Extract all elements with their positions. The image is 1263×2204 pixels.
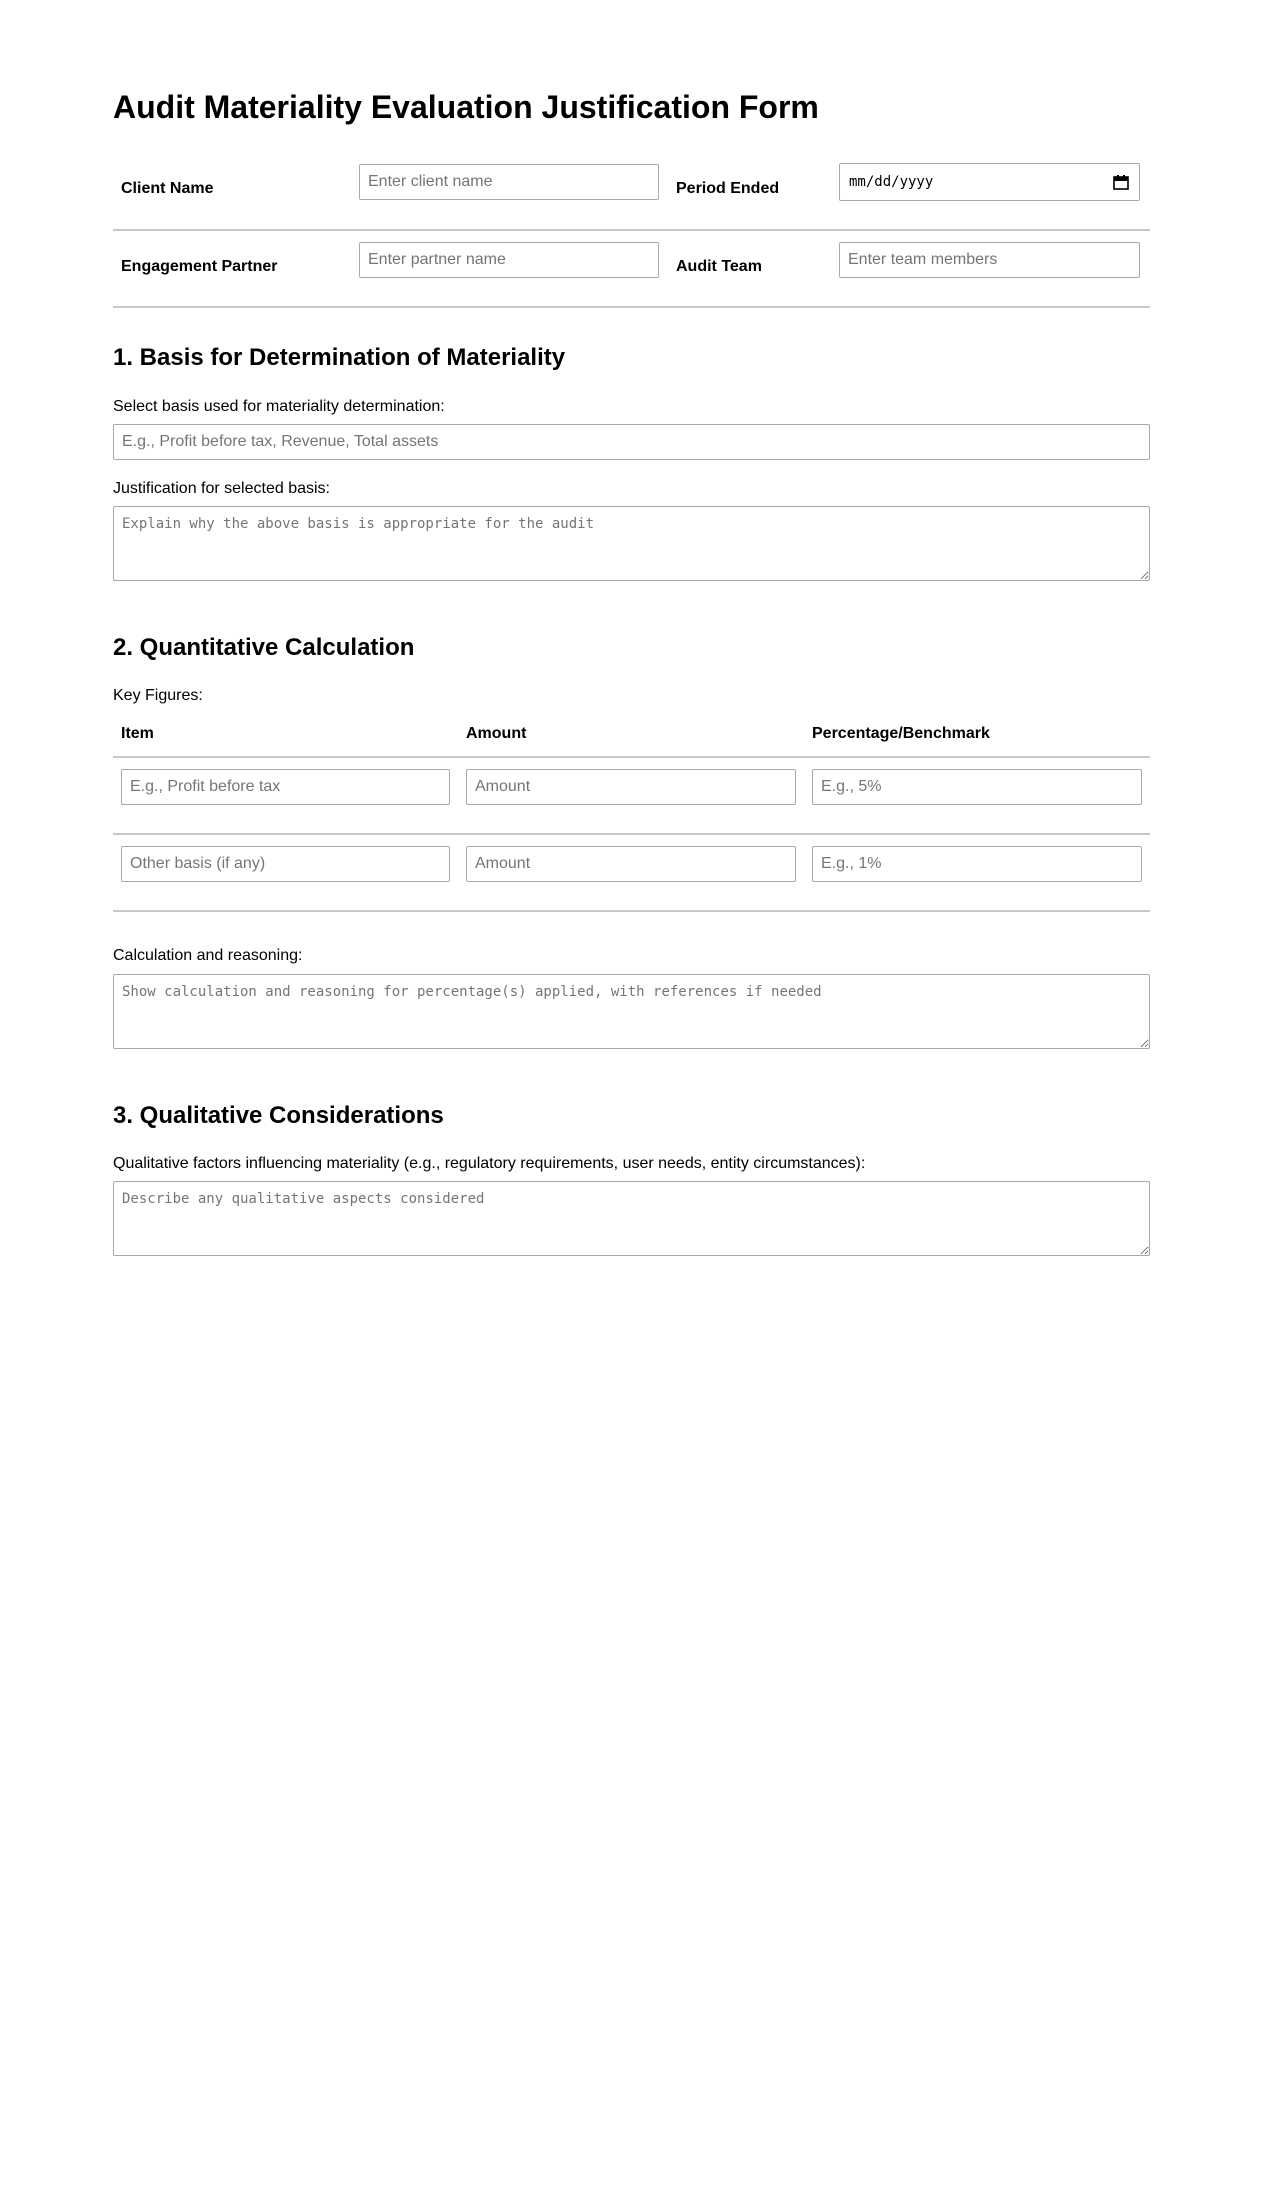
period-ended-label: Period Ended	[676, 180, 780, 197]
column-header-percentage: Percentage/Benchmark	[812, 725, 990, 742]
calendar-icon[interactable]	[1113, 175, 1129, 190]
audit-team-input[interactable]	[839, 242, 1140, 278]
period-ended-date-input[interactable]	[839, 163, 1140, 201]
section-1-heading: 1. Basis for Determination of Materiality	[113, 344, 566, 371]
qualitative-factors-label: Qualitative factors influencing materiality (e.g., regulatory requirements, user needs, entity circumstances):	[113, 1155, 866, 1172]
calculation-textarea[interactable]	[113, 974, 1150, 1049]
header-row-divider	[113, 229, 1150, 231]
basis-label: Select basis used for materiality determination:	[113, 398, 445, 415]
engagement-partner-input[interactable]	[359, 242, 659, 278]
row-2-percentage-input[interactable]	[812, 846, 1142, 882]
calculation-label: Calculation and reasoning:	[113, 947, 303, 964]
engagement-partner-label: Engagement Partner	[121, 258, 278, 275]
row-2-amount-input[interactable]	[466, 846, 796, 882]
table-row-divider	[113, 833, 1150, 835]
row-1-percentage-input[interactable]	[812, 769, 1142, 805]
qualitative-factors-textarea[interactable]	[113, 1181, 1150, 1256]
table-bottom-divider	[113, 910, 1150, 912]
page-title: Audit Materiality Evaluation Justification Form	[113, 89, 819, 125]
column-header-amount: Amount	[466, 725, 527, 742]
key-figures-label: Key Figures:	[113, 687, 203, 704]
row-1-item-input[interactable]	[121, 769, 450, 805]
client-name-input[interactable]	[359, 164, 659, 200]
row-1-amount-input[interactable]	[466, 769, 796, 805]
justification-textarea[interactable]	[113, 506, 1150, 581]
client-name-label: Client Name	[121, 180, 214, 197]
section-3-heading: 3. Qualitative Considerations	[113, 1102, 444, 1129]
column-header-item: Item	[121, 725, 154, 742]
period-ended-date-value: mm/dd/yyyy	[849, 174, 934, 190]
section-2-heading: 2. Quantitative Calculation	[113, 634, 415, 661]
basis-input[interactable]	[113, 424, 1150, 460]
audit-team-label: Audit Team	[676, 258, 762, 275]
row-2-item-input[interactable]	[121, 846, 450, 882]
table-header-divider	[113, 756, 1150, 758]
header-bottom-divider	[113, 306, 1150, 308]
justification-label: Justification for selected basis:	[113, 480, 330, 497]
